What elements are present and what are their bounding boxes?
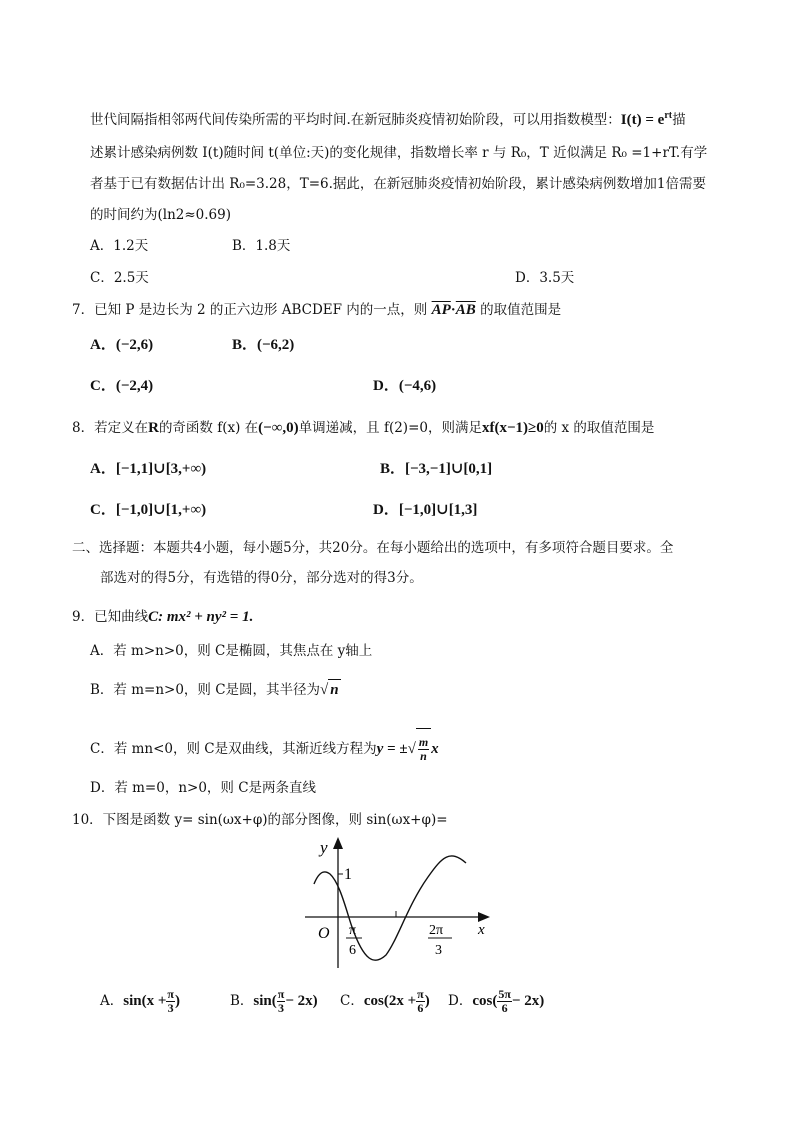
q6-option-a: A．1.2天 [90, 238, 149, 254]
tick-2pi3-num: 2π [429, 923, 444, 938]
q7-option-c: C．(−2,4) [90, 378, 154, 394]
y-arrow-icon [333, 837, 343, 849]
q10-option-b: B．sin( $\frac{\pi}{3}$ − 2x) [230, 987, 318, 1015]
tick-pi6-num: π [349, 923, 357, 938]
q8-option-a: A．[−1,1]∪[3,+∞) [90, 461, 207, 477]
q6-model: $I(t) = e^{rt}$ [620, 110, 673, 128]
q10-option-a: A．sin(x + $\frac{\pi}{3}$ ) [100, 987, 180, 1015]
q7-option-b: B．(−6,2) [232, 337, 295, 353]
one-label: 1 [344, 866, 352, 883]
q6-option-d: D．3.5天 [515, 270, 575, 286]
tick-2pi3-den: 3 [435, 943, 442, 958]
section2-heading: 二、选择题：本题共4小题，每小题5分，共20分。在每小题给出的选项中，有多项符合题目要求。全 [72, 540, 674, 556]
q10-stem: 10．下图是函数 y= sin(ωx+φ)的部分图像，则 sin(ωx+φ)= [72, 812, 448, 828]
q8-option-d: D．[−1,0]∪[1,3] [373, 502, 478, 518]
q9-option-d: D．若 m=0，n>0，则 C是两条直线 [90, 780, 317, 796]
vector-ab: $\overline{AB}$ [455, 302, 476, 318]
section2-note: 部选对的得5分，有选错的得0分，部分选对的得3分。 [100, 570, 423, 586]
q8-option-b: B．[−3,−1]∪[0,1] [380, 461, 493, 477]
q8-option-c: C．[−1,0]∪[1,+∞) [90, 502, 207, 518]
x-arrow-icon [478, 912, 490, 922]
q9-option-c: C．若 mn<0，则 C是双曲线，其渐近线方程为y = ±√ $\frac{m}{n}$ x [90, 728, 439, 769]
q8-stem: 8．若定义在R的奇函数 f(x) 在(−∞,0)单调递减，且 f(2)=0，则满足xf(x−1)≥0的 x 的取值范围是 [72, 420, 655, 436]
q6-option-b: B．1.8天 [232, 238, 291, 254]
q9-option-a: A．若 m>n>0，则 C是椭圆，其焦点在 y轴上 [90, 643, 373, 659]
q6-line3: 者基于已有数据估计出 R₀=3.28，T=6.据此，在新冠肺炎疫情初始阶段，累计感染病例数增加1倍需要 [90, 176, 707, 192]
q10-option-d: D．cos( $\frac{5\pi}{6}$ − 2x) [448, 987, 545, 1015]
q9-option-b: B．若 m=n>0，则 C是圆，其半径为√ n [90, 679, 341, 700]
y-axis-label: y [320, 838, 328, 857]
q6-line2: 述累计感染病例数 I(t)随时间 t(单位:天)的变化规律，指数增长率 r 与 R₀，T 近似满足 R₀ =1+rT.有学 [90, 145, 708, 161]
vector-ap: $\overline{AP}$ [431, 302, 451, 318]
q6-line1: 世代间隔指相邻两代间传染所需的平均时间.在新冠肺炎疫情初始阶段，可以用指数模型：$I(t) = e^{rt}$描 [90, 110, 686, 128]
tick-pi6-den: 6 [349, 943, 356, 958]
x-axis-label: x [478, 922, 485, 938]
q6-line4: 的时间约为(ln2≈0.69) [90, 207, 232, 223]
sine-curve [314, 856, 466, 960]
q9-curve: C: mx² + ny² = 1. [148, 609, 254, 625]
q7-stem: 7．已知 P 是边长为 2 的正六边形 ABCDEF 内的一点，则 $\overline{AP}\cdot\overline{AB}$ 的取值范围是 [72, 302, 562, 318]
q9-stem: 9．已知曲线C: mx² + ny² = 1. [72, 609, 254, 625]
q6-option-c: C．2.5天 [90, 270, 149, 286]
origin-label: O [318, 925, 330, 942]
q7-option-d: D．(−4,6) [373, 378, 437, 394]
q7-option-a: A．(−2,6) [90, 337, 154, 353]
q10-option-c: C．cos(2x + $\frac{\pi}{6}$ ) [340, 987, 430, 1015]
q10-graph [300, 833, 500, 973]
